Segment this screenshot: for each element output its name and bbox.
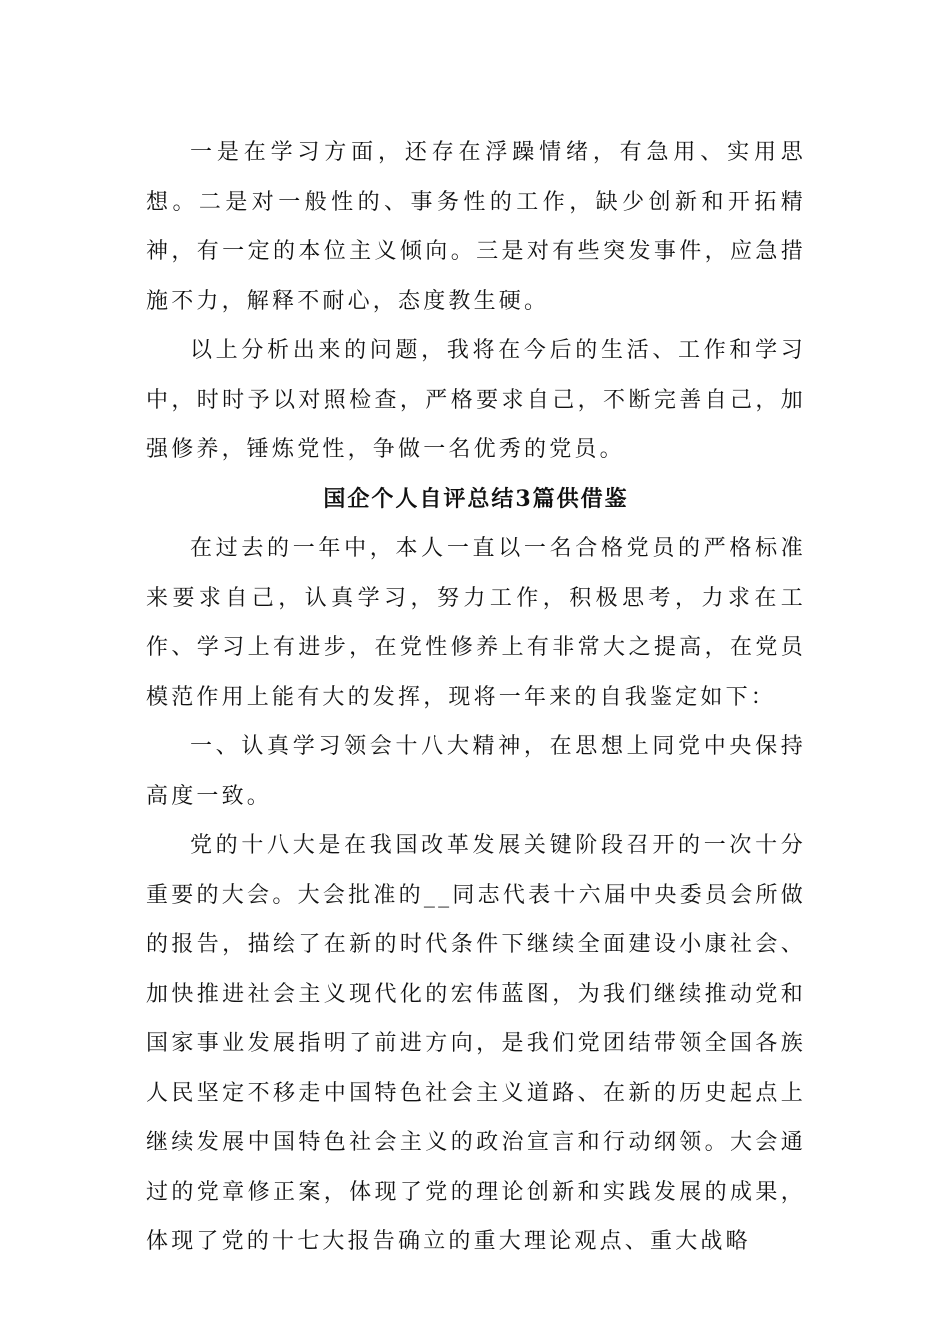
paragraph-intro: 在过去的一年中，本人一直以一名合格党员的严格标准来要求自己，认真学习，努力工作，积极思考，力求在工作、学习上有进步，在党性修养上有非常大之提高，在党员模范作用上能有大的发挥，现将一年来的自我鉴定如下： <box>146 536 806 710</box>
paragraph-self-improvement: 以上分析出来的问题，我将在今后的生活、工作和学习中，时时予以对照检查，严格要求自己，不断完善自己，加强修养，锤炼党性，争做一名优秀的党员。 <box>146 338 806 462</box>
paragraph-congress: 党的十八大是在我国改革发展关键阶段召开的一次十分重要的大会。大会批准的__同志代表十六届中央委员会所做的报告，描绘了在新的时代条件下继续全面建设小康社会、加快推进社会主义现代化的宏伟蓝图，为我们继续推动党和国家事业发展指明了前进方向，是我们党团结带领全国各族人民坚定不移走中国特色社会主义道路、在新的历史起点上继续发展中国特色社会主义的政治宣言和行动纲领。大会通过的党章修正案，体现了党的理论创新和实践发展的成果，体现了党的十七大报告确立的重大理论观点、重大战略 <box>146 833 806 1254</box>
paragraph-heading-one: 一、认真学习领会十八大精神，在思想上同党中央保持高度一致。 <box>146 734 806 809</box>
section-title: 国企个人自评总结3篇供借鉴 <box>323 485 629 512</box>
document-body <box>146 128 806 1267</box>
paragraph-study-issues: 一是在学习方面，还存在浮躁情绪，有急用、实用思想。二是对一般性的、事务性的工作，缺少创新和开拓精神，有一定的本位主义倾向。三是对有些突发事件，应急措施不力，解释不耐心，态度教生硬。 <box>146 140 806 314</box>
